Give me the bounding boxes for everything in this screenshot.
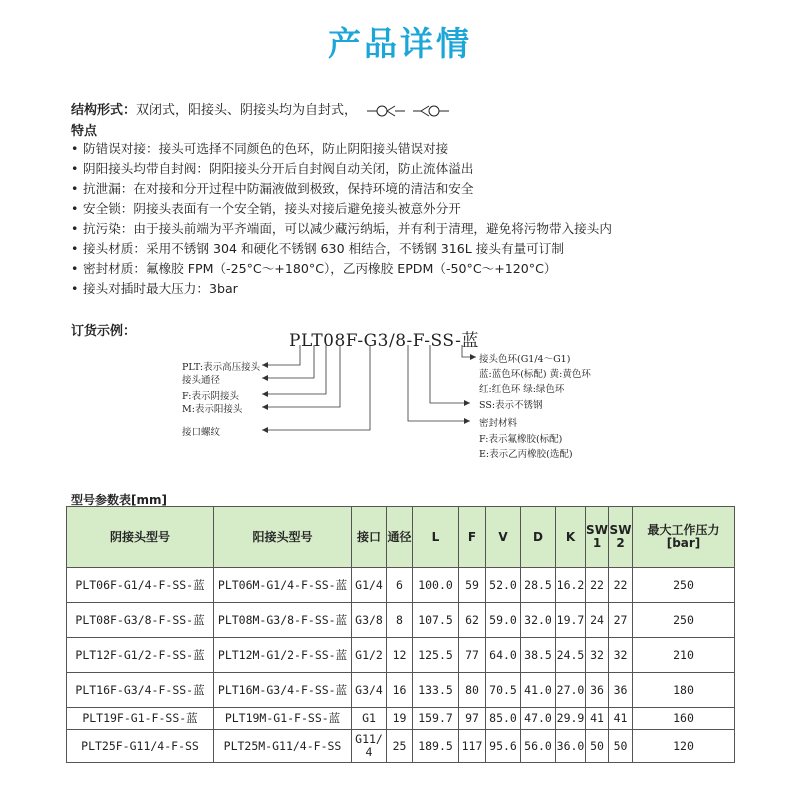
list-item: • 接头对插时最大压力：3bar	[71, 279, 612, 299]
order-label-color-ring: 接头色环(G1/4～G1)	[479, 354, 571, 365]
header-male-model: 阳接头型号	[214, 507, 352, 568]
table-cell: G11/4	[352, 730, 387, 763]
structure-label: 结构形式：	[71, 103, 137, 118]
table-cell: 6	[387, 568, 413, 603]
table-cell: 159.7	[413, 708, 459, 730]
header-k: K	[556, 507, 586, 568]
table-cell: PLT12F-G1/2-F-SS-蓝	[67, 638, 214, 673]
table-row	[67, 730, 735, 763]
table-cell: 50	[586, 730, 609, 763]
table-cell: 22	[609, 568, 633, 603]
table-cell: 77	[459, 638, 486, 673]
header-sw2: SW 2	[609, 507, 633, 568]
table-cell: 120	[633, 730, 735, 763]
page-title: 产品详情	[328, 24, 472, 63]
list-item: • 接头材质：采用不锈钢 304 和硬化不锈钢 630 相结合，不锈钢 316L 接头有量可订制	[71, 239, 612, 259]
header-f: F	[459, 507, 486, 568]
table-cell: 64.0	[486, 638, 521, 673]
table-cell: 27.0	[556, 673, 586, 708]
table-header-row	[67, 507, 735, 568]
list-item: • 防错误对接：接头可选择不同颜色的色环，防止阴阳接头错误对接	[71, 139, 612, 159]
table-cell: PLT25M-G11/4-F-SS	[214, 730, 352, 763]
list-item: • 阴阳接头均带自封阀：阴阳接头分开后自封阀自动关闭，防止流体溢出	[71, 159, 612, 179]
table-cell: 38.5	[521, 638, 556, 673]
table-cell: 117	[459, 730, 486, 763]
table-cell: PLT06F-G1/4-F-SS-蓝	[67, 568, 214, 603]
table-cell: 36	[586, 673, 609, 708]
header-sw1: SW 1	[586, 507, 609, 568]
header-v: V	[486, 507, 521, 568]
order-label-female: F:表示阴接头	[182, 391, 239, 402]
table-cell: 80	[459, 673, 486, 708]
table-cell: 70.5	[486, 673, 521, 708]
table-cell: 32.0	[521, 603, 556, 638]
table-row	[67, 708, 735, 730]
order-label-thread: 接口螺纹	[182, 427, 221, 438]
table-cell: 59.0	[486, 603, 521, 638]
table-cell: 32	[609, 638, 633, 673]
order-label-male: M:表示阳接头	[182, 404, 243, 415]
table-cell: PLT08F-G3/8-F-SS-蓝	[67, 603, 214, 638]
table-cell: 41	[609, 708, 633, 730]
table-cell: PLT25F-G11/4-F-SS	[67, 730, 214, 763]
table-cell: 107.5	[413, 603, 459, 638]
table-row	[67, 603, 735, 638]
header-bore: 通径	[387, 507, 413, 568]
table-cell: 27	[609, 603, 633, 638]
features-heading: 特点	[71, 124, 98, 139]
table-cell: PLT19F-G1-F-SS-蓝	[67, 708, 214, 730]
table-row	[67, 638, 735, 673]
order-label-plt: PLT:表示高压接头	[182, 362, 261, 373]
list-item: • 安全锁：阴接头表面有一个安全销，接头对接后避免接头被意外分开	[71, 199, 612, 219]
table-cell: G1/2	[352, 638, 387, 673]
table-cell: 29.9	[556, 708, 586, 730]
list-item: • 抗污染：由于接头前端为平齐端面，可以减少藏污纳垢，并有利于清理，避免将污物带入接头内	[71, 219, 612, 239]
order-label-red-green: 红:红色环 绿:绿色环	[479, 384, 565, 395]
order-label-seal: 密封材料	[479, 418, 518, 429]
table-cell: PLT06M-G1/4-F-SS-蓝	[214, 568, 352, 603]
table-cell: PLT16M-G3/4-F-SS-蓝	[214, 673, 352, 708]
table-cell: 62	[459, 603, 486, 638]
table-cell: G3/8	[352, 603, 387, 638]
table-cell: 16	[387, 673, 413, 708]
table-cell: 47.0	[521, 708, 556, 730]
header-female-model: 阴接头型号	[67, 507, 214, 568]
table-cell: 19	[387, 708, 413, 730]
table-cell: PLT12M-G1/2-F-SS-蓝	[214, 638, 352, 673]
table-cell: 25	[387, 730, 413, 763]
table-cell: 36.0	[556, 730, 586, 763]
order-label-ss: SS:表示不锈钢	[479, 400, 543, 411]
table-cell: G1	[352, 708, 387, 730]
header-l: L	[413, 507, 459, 568]
order-label-fpm: F:表示氟橡胶(标配)	[479, 434, 563, 445]
order-label-blue-yellow: 蓝:蓝色环(标配) 黄:黄色环	[479, 369, 591, 380]
table-cell: 59	[459, 568, 486, 603]
table-cell: G3/4	[352, 673, 387, 708]
table-cell: PLT19M-G1-F-SS-蓝	[214, 708, 352, 730]
table-cell: 125.5	[413, 638, 459, 673]
table-cell: 97	[459, 708, 486, 730]
header-d: D	[521, 507, 556, 568]
table-cell: 180	[633, 673, 735, 708]
table-cell: 160	[633, 708, 735, 730]
table-cell: 24	[586, 603, 609, 638]
table-cell: 133.5	[413, 673, 459, 708]
table-cell: 16.2	[556, 568, 586, 603]
table-cell: 100.0	[413, 568, 459, 603]
table-cell: 189.5	[413, 730, 459, 763]
table-cell: 41.0	[521, 673, 556, 708]
table-row	[67, 673, 735, 708]
list-item: • 抗泄漏：在对接和分开过程中防漏液做到极致，保持环境的清洁和安全	[71, 179, 612, 199]
table-cell: 12	[387, 638, 413, 673]
header-max-pressure: 最大工作压力 [bar]	[633, 507, 735, 568]
table-cell: 24.5	[556, 638, 586, 673]
table-cell: 250	[633, 568, 735, 603]
order-label-epdm: E:表示乙丙橡胶(选配)	[479, 449, 573, 460]
header-port: 接口	[352, 507, 387, 568]
list-item: • 密封材质：氟橡胶 FPM（-25°C～+180°C），乙丙橡胶 EPDM（-50°C～+120°C）	[71, 259, 612, 279]
table-cell: 22	[586, 568, 609, 603]
param-table	[66, 506, 735, 763]
table-cell: 36	[609, 673, 633, 708]
table-cell: 19.7	[556, 603, 586, 638]
param-table-heading: 型号参数表[mm]	[71, 493, 167, 507]
table-cell: 50	[609, 730, 633, 763]
order-label-bore: 接头通径	[182, 375, 221, 386]
table-cell: 32	[586, 638, 609, 673]
table-row	[67, 568, 735, 603]
structure-text: 双闭式，阳接头、阴接头均为自封式，	[136, 103, 358, 118]
table-cell: 250	[633, 603, 735, 638]
table-cell: 210	[633, 638, 735, 673]
table-cell: 41	[586, 708, 609, 730]
table-cell: 52.0	[486, 568, 521, 603]
table-cell: PLT08M-G3/8-F-SS-蓝	[214, 603, 352, 638]
table-cell: 95.6	[486, 730, 521, 763]
table-cell: G1/4	[352, 568, 387, 603]
table-cell: 85.0	[486, 708, 521, 730]
table-cell: PLT16F-G3/4-F-SS-蓝	[67, 673, 214, 708]
table-cell: 8	[387, 603, 413, 638]
order-code: PLT08F-G3/8-F-SS-蓝	[289, 331, 479, 351]
table-cell: 56.0	[521, 730, 556, 763]
table-cell: 28.5	[521, 568, 556, 603]
order-example-heading: 订货示例：	[71, 324, 137, 339]
